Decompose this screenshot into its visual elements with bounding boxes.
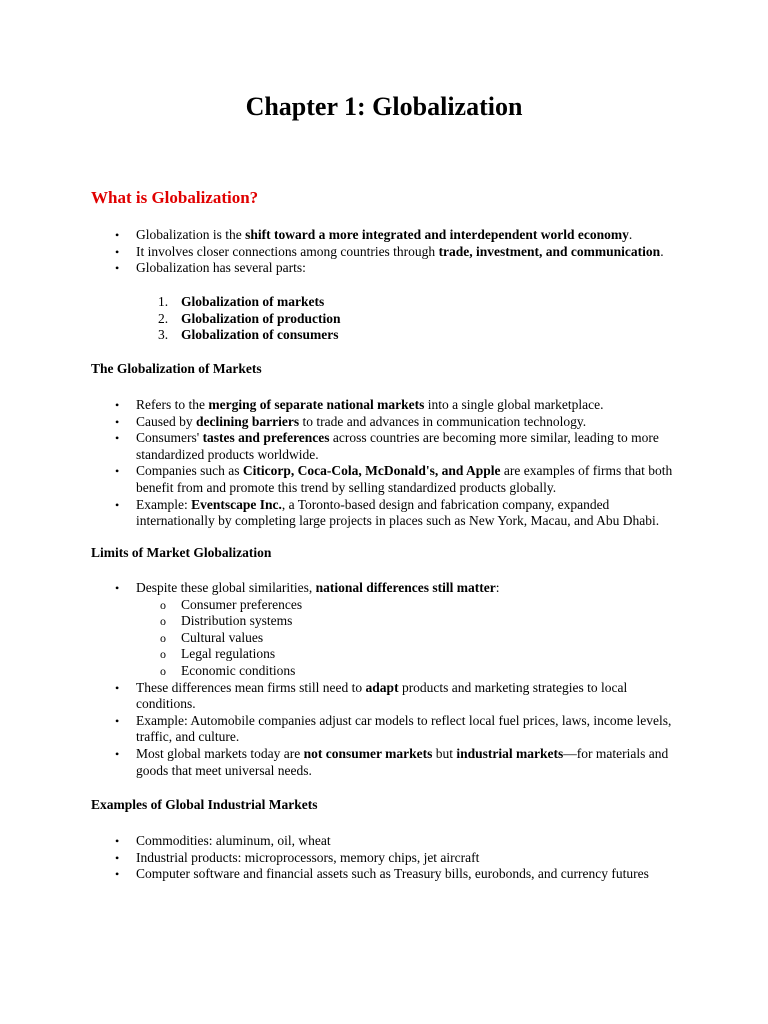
markets-heading: The Globalization of Markets <box>91 361 262 376</box>
list-item: • Computer software and financial assets such as Treasury bills, eurobonds, and currency futures <box>91 866 691 883</box>
list-item: 3. Globalization of consumers <box>158 327 339 343</box>
intro-list <box>91 227 691 277</box>
sub-list-item: o Consumer preferences <box>136 597 681 614</box>
section-heading: What is Globalization? <box>91 188 259 207</box>
limits-heading: Limits of Market Globalization <box>91 545 272 560</box>
list-item: • These differences mean firms still need to adapt products and marketing strategies to local conditions. <box>91 680 681 713</box>
list-item: • Refers to the merging of separate national markets into a single global marketplace. <box>91 397 681 414</box>
sub-list-item: o Legal regulations <box>136 646 681 663</box>
sub-list-item: o Economic conditions <box>136 663 681 680</box>
markets-list <box>91 397 681 530</box>
industrial-list <box>91 833 691 883</box>
list-item: • Example: Automobile companies adjust car models to reflect local fuel prices, laws, income levels, traffic, and culture. <box>91 713 681 746</box>
list-item: • Globalization has several parts: <box>91 260 691 277</box>
list-item: • Commodities: aluminum, oil, wheat <box>91 833 691 850</box>
sub-list <box>136 597 681 680</box>
list-item: • Industrial products: microprocessors, memory chips, jet aircraft <box>91 850 691 867</box>
list-item: • Example: Eventscape Inc., a Toronto-based design and fabrication company, expanded internationally by completing large projects in places such as New York, Macau, and Abu Dhabi. <box>91 497 681 530</box>
list-item: • Caused by declining barriers to trade and advances in communication technology. <box>91 414 681 431</box>
chapter-title: Chapter 1: Globalization <box>245 92 523 121</box>
parts-list <box>91 294 691 344</box>
list-item: • It involves closer connections among countries through trade, investment, and communication. <box>91 244 691 261</box>
list-item: • Despite these global similarities, national differences still matter: o Consumer preferences o Distribution systems o Cultural values o Legal regulations o Economic conditions <box>91 580 681 680</box>
list-item: 2. Globalization of production <box>158 310 341 326</box>
list-item: • Companies such as Citicorp, Coca-Cola, McDonald's, and Apple are examples of firms that both benefit from and promote this trend by selling standardized products globally. <box>91 463 681 496</box>
list-item: 1. Globalization of markets <box>158 294 325 309</box>
list-item: • Most global markets today are not consumer markets but industrial markets—for materials and goods that meet universal needs. <box>91 746 681 779</box>
industrial-heading: Examples of Global Industrial Markets <box>91 797 318 812</box>
limits-list <box>91 580 681 779</box>
list-item: • Consumers' tastes and preferences across countries are becoming more similar, leading to more standardized products worldwide. <box>91 430 681 463</box>
sub-list-item: o Distribution systems <box>136 613 681 630</box>
sub-list-item: o Cultural values <box>136 630 681 647</box>
list-item: • Globalization is the shift toward a more integrated and interdependent world economy. <box>91 227 691 244</box>
